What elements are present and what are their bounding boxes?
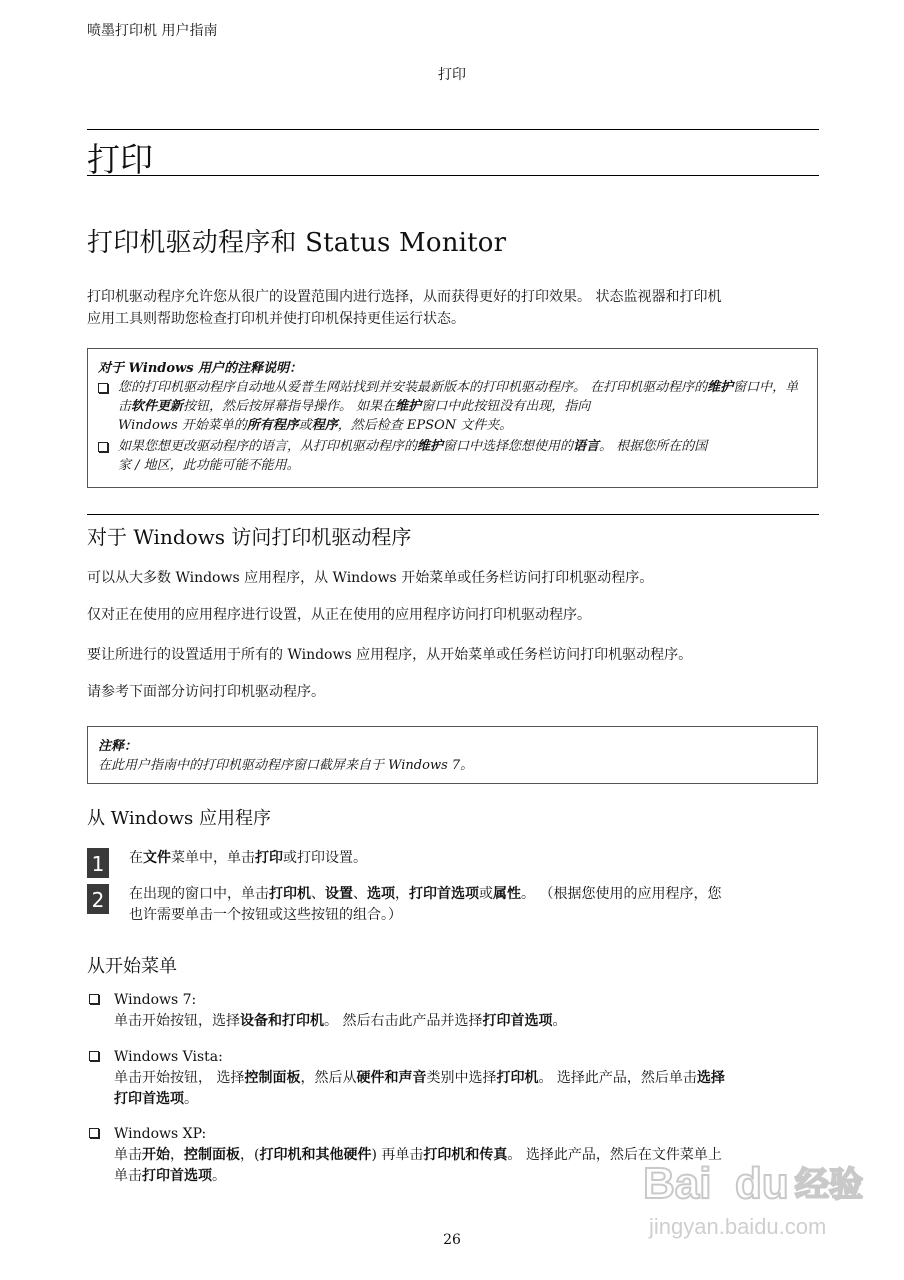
list-item-windows-vista bbox=[87, 1047, 822, 1110]
note-item: 如果您想更改驱动程序的语言，从打印机驱动程序的维护窗口中选择您想使用的语言。 根据您所在的国 家 / 地区，此功能可能不能用。 bbox=[98, 437, 809, 475]
section-title: 打印机驱动程序和 Status Monitor bbox=[87, 228, 507, 258]
section-intro bbox=[87, 286, 822, 330]
baidu-watermark-logo bbox=[635, 1140, 885, 1250]
step-text: 在出现的窗口中，单击打印机、设置、选项，打印首选项或属性。 （根据您使用的应用程序，您 也许需要单击一个按钮或这些按钮的组合。） bbox=[129, 886, 722, 923]
chapter-rule-bottom bbox=[87, 175, 819, 176]
os-instruction: 单击开始，控制面板，(打印机和其他硬件) 再单击打印机和传真。 选择此产品，然后在文件菜单上 单击打印首选项。 bbox=[114, 1147, 722, 1184]
watermark-brand-a: Bai bbox=[643, 1159, 712, 1208]
chapter-title: 打印 bbox=[87, 140, 153, 179]
checkbox-bullet-icon bbox=[89, 1128, 99, 1138]
os-label: Windows 7: bbox=[114, 992, 197, 1008]
subsection-paragraph: 可以从大多数 Windows 应用程序，从 Windows 开始菜单或任务栏访问打印机驱动程序。 bbox=[87, 570, 654, 586]
checkbox-bullet-icon bbox=[89, 1051, 99, 1061]
subsection-title: 对于 Windows 访问打印机驱动程序 bbox=[87, 525, 412, 549]
subsection-paragraph: 仅对正在使用的应用程序进行设置，从正在使用的应用程序访问打印机驱动程序。 bbox=[87, 607, 591, 623]
list-item-windows-7 bbox=[87, 990, 822, 1032]
os-instruction: 单击开始按钮，选择设备和打印机。 然后右击此产品并选择打印首选项。 bbox=[114, 1013, 567, 1029]
step-1 bbox=[87, 848, 822, 878]
subsection-paragraph: 请参考下面部分访问打印机驱动程序。 bbox=[87, 684, 325, 700]
step-number: 1 bbox=[87, 848, 109, 878]
os-instruction: 单击开始按钮， 选择控制面板，然后从硬件和声音类别中选择打印机。 选择此产品，然后单击选择 打印首选项。 bbox=[114, 1070, 725, 1107]
os-label: Windows XP: bbox=[114, 1126, 207, 1142]
from-application-heading: 从 Windows 应用程序 bbox=[87, 808, 271, 829]
intro-line: 打印机驱动程序允许您从很广的设置范围内进行选择，从而获得更好的打印效果。 状态监视器和打印机 bbox=[87, 289, 722, 305]
chapter-rule-top bbox=[87, 129, 819, 130]
step-2 bbox=[87, 884, 822, 923]
checkbox-bullet-icon bbox=[89, 994, 99, 1004]
chapter-header: 打印 bbox=[438, 67, 466, 83]
step-number: 2 bbox=[87, 884, 109, 914]
watermark-brand-cn: 经验 bbox=[795, 1165, 863, 1205]
note-title: 对于 Windows 用户的注释说明： bbox=[98, 361, 303, 376]
watermark-brand-b: du bbox=[735, 1159, 789, 1208]
os-label: Windows Vista: bbox=[114, 1049, 223, 1065]
intro-line: 应用工具则帮助您检查打印机并使打印机保持更佳运行状态。 bbox=[87, 311, 465, 327]
page-number: 26 bbox=[443, 1232, 461, 1248]
subsection-paragraph: 要让所进行的设置适用于所有的 Windows 应用程序，从开始菜单或任务栏访问打印机驱动程序。 bbox=[87, 647, 693, 663]
watermark-url: jingyan.baidu.com bbox=[649, 1214, 827, 1239]
note-title: 注释： bbox=[98, 739, 138, 754]
screenshot-note-box bbox=[87, 726, 818, 784]
windows-notes-box bbox=[87, 348, 818, 488]
checkbox-bullet-icon bbox=[98, 383, 108, 393]
from-start-menu-heading: 从开始菜单 bbox=[87, 956, 177, 977]
subsection-rule bbox=[87, 514, 819, 515]
checkbox-bullet-icon bbox=[98, 442, 108, 452]
running-header: 喷墨打印机 用户指南 bbox=[87, 23, 218, 39]
step-text: 在文件菜单中，单击打印或打印设置。 bbox=[129, 850, 367, 866]
note-item: 您的打印机驱动程序自动地从爱普生网站找到并安装最新版本的打印机驱动程序。 在打印机驱动程序的维护窗口中，单击软件更新按钮，然后按屏幕指导操作。 如果在维护窗口中此按钮没有出现，指向 Windows 开始菜单的所有程序或程序，然后检查 EPSON 文件夹。 bbox=[98, 378, 809, 435]
note-text: 在此用户指南中的打印机驱动程序窗口截屏来自于 Windows 7。 bbox=[98, 758, 474, 773]
